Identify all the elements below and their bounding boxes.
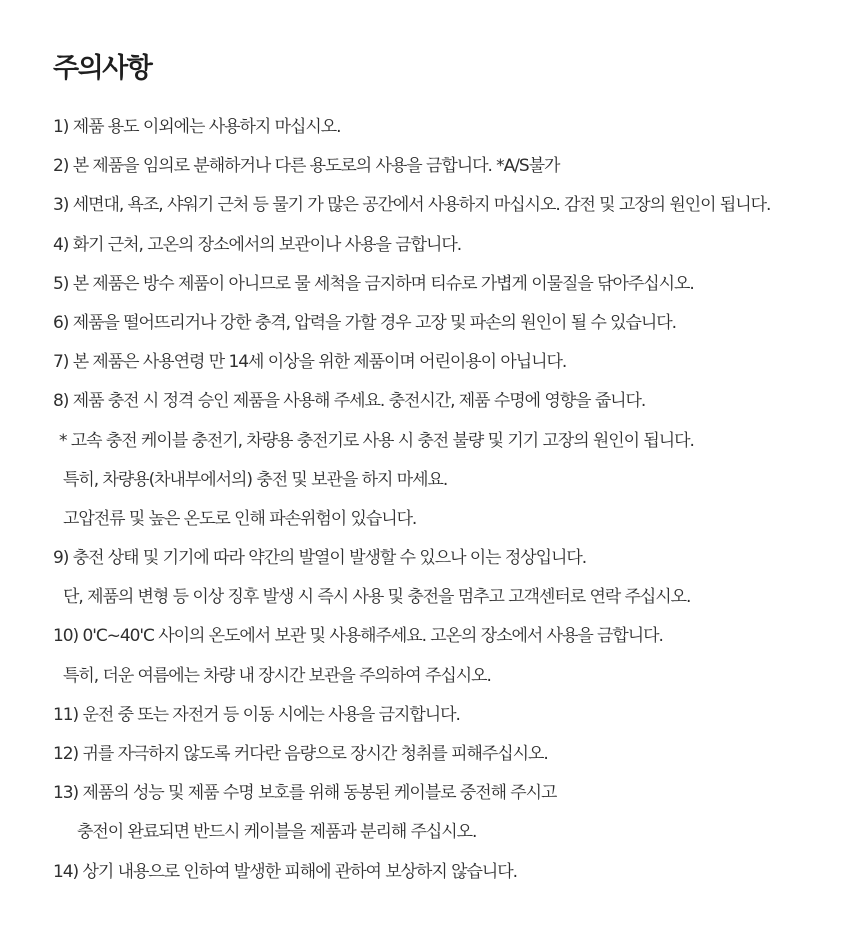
list-item: 8) 제품 충전 시 정격 승인 제품을 사용해 주세요. 충전시간, 제품 수명에 영향을 줍니다.	[53, 391, 646, 412]
list-item-note: 고압전류 및 높은 온도로 인해 파손위험이 있습니다.	[63, 508, 417, 529]
list-item-note: 단, 제품의 변형 등 이상 징후 발생 시 즉시 사용 및 충전을 멈추고 고객센터로 연락 주십시오.	[63, 587, 691, 608]
list-item: 11) 운전 중 또는 자전거 등 이동 시에는 사용을 금지합니다.	[53, 704, 460, 725]
list-item-note: 특히, 더운 여름에는 차량 내 장시간 보관을 주의하여 주십시오.	[63, 665, 491, 686]
notice-list	[53, 112, 770, 896]
list-item: 6) 제품을 떨어뜨리거나 강한 충격, 압력을 가할 경우 고장 및 파손의 원인이 될 수 있습니다.	[53, 312, 677, 333]
list-item-note: 특히, 차량용(차내부에서의) 충전 및 보관을 하지 마세요.	[63, 469, 448, 490]
list-item: 1) 제품 용도 이외에는 사용하지 마십시오.	[53, 117, 341, 137]
list-item: 7) 본 제품은 사용연령 만 14세 이상을 위한 제품이며 어린이용이 아닙니다.	[53, 352, 567, 373]
list-item-note: 충전이 완료되면 반드시 케이블을 제품과 분리해 주십시오.	[77, 822, 477, 843]
list-item: 10) 0'C~40'C 사이의 온도에서 보관 및 사용해주세요. 고온의 장소에서 사용을 금합니다.	[53, 626, 663, 647]
list-item: 4) 화기 근처, 고온의 장소에서의 보관이나 사용을 금합니다.	[53, 234, 462, 255]
list-item: 12) 귀를 자극하지 않도록 커다란 음량으로 장시간 청취를 피해주십시오.	[53, 744, 548, 764]
list-item: 5) 본 제품은 방수 제품이 아니므로 물 세척을 금지하며 티슈로 가볍게 이물질을 닦아주십시오.	[53, 273, 694, 294]
list-item: 13) 제품의 성능 및 제품 수명 보호를 위해 동봉된 케이블로 중전해 주시고	[53, 783, 557, 804]
list-item: 9) 충전 상태 및 기기에 따라 약간의 발열이 발생할 수 있으나 이는 정상입니다.	[53, 548, 587, 569]
list-item-note: * 고속 충전 케이블 충전기, 차량용 충전기로 사용 시 충전 불량 및 기기 고장의 원인이 됩니다.	[59, 430, 694, 451]
list-item: 3) 세면대, 욕조, 샤워기 근처 등 물기 가 많은 공간에서 사용하지 마십시오. 감전 및 고장의 원인이 됩니다.	[53, 195, 771, 216]
page-title: 주의사항	[53, 53, 152, 84]
list-item: 2) 본 제품을 임의로 분해하거나 다른 용도로의 사용을 금합니다. *A/S불가	[53, 156, 560, 177]
list-item: 14) 상기 내용으로 인하여 발생한 피해에 관하여 보상하지 않습니다.	[53, 861, 517, 882]
